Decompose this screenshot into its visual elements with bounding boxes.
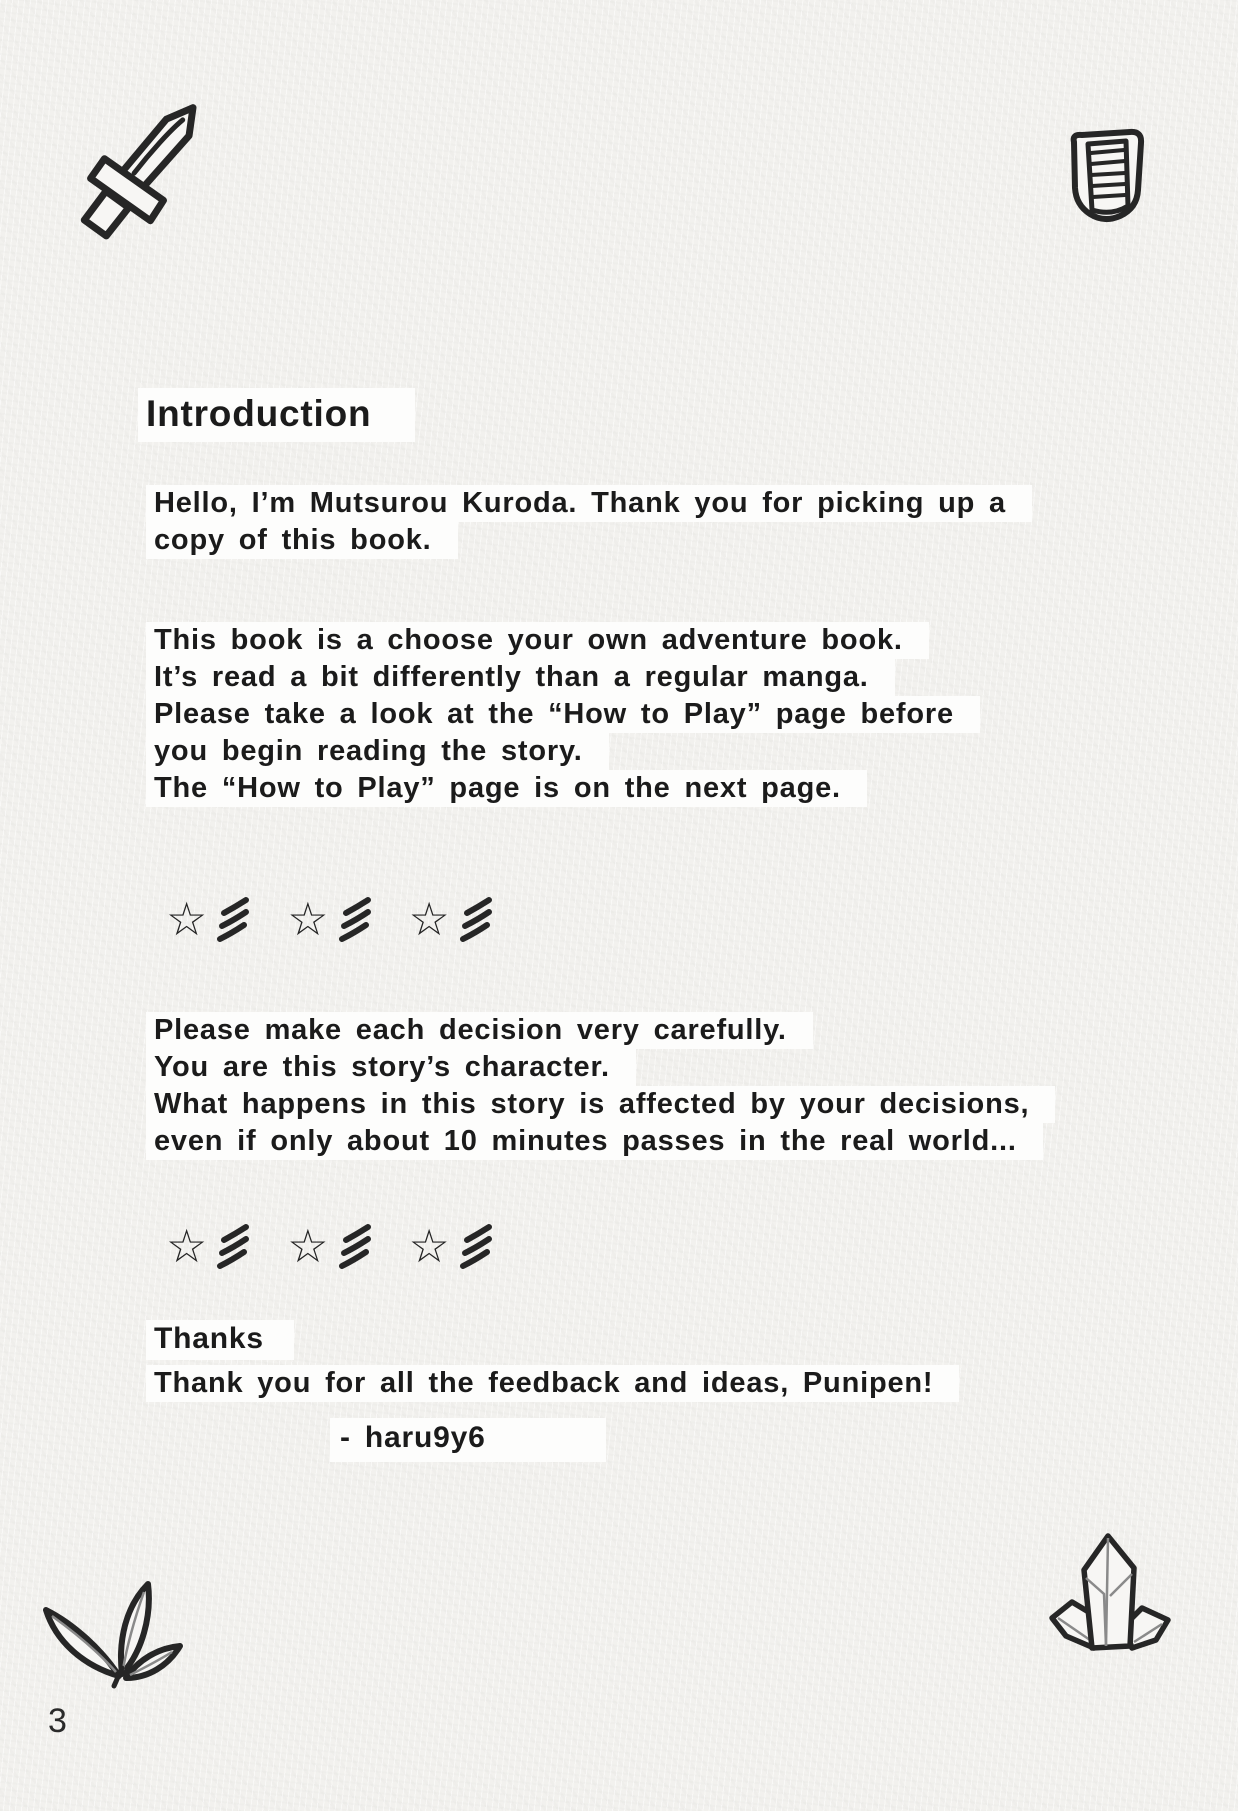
sparkle-dashes-icon — [215, 1222, 251, 1270]
page-title: Introduction — [138, 388, 415, 442]
shooting-star-icon — [408, 1219, 494, 1273]
star-icon: ☆ — [166, 892, 208, 946]
paragraph-line: The “How to Play” page is on the next page. — [146, 770, 867, 807]
shooting-star-icon — [166, 892, 251, 946]
shooting-star-icon — [166, 1219, 251, 1273]
intro-paragraph-1 — [146, 485, 1032, 559]
paragraph-line: It’s read a bit differently than a regular manga. — [146, 659, 895, 696]
star-divider — [166, 892, 494, 946]
author-signature: - haru9y6 — [330, 1418, 606, 1462]
paragraph-line: Please make each decision very carefully. — [146, 1012, 813, 1049]
shooting-star-icon — [287, 1219, 372, 1273]
intro-paragraph-3 — [146, 1012, 1055, 1160]
star-icon: ☆ — [408, 1219, 450, 1273]
thanks-line: Thank you for all the feedback and ideas, Punipen! — [146, 1365, 959, 1402]
sparkle-dashes-icon — [215, 895, 251, 943]
intro-paragraph-2 — [146, 622, 980, 807]
sparkle-dashes-icon — [458, 1222, 494, 1270]
sparkle-dashes-icon — [458, 895, 494, 943]
shooting-star-icon — [408, 892, 494, 946]
sparkle-dashes-icon — [337, 895, 373, 943]
crystal-icon — [1038, 1528, 1183, 1678]
thanks-heading: Thanks — [146, 1320, 294, 1360]
paragraph-line: copy of this book. — [146, 522, 458, 559]
paragraph-line: Hello, I’m Mutsurou Kuroda. Thank you for picking up a — [146, 485, 1032, 522]
paragraph-line: you begin reading the story. — [146, 733, 609, 770]
paragraph-line: even if only about 10 minutes passes in the real world... — [146, 1123, 1043, 1160]
leaves-icon — [22, 1568, 187, 1693]
star-icon: ☆ — [287, 1219, 329, 1273]
shield-page-icon — [1060, 128, 1150, 226]
paragraph-line: What happens in this story is affected by your decisions, — [146, 1086, 1055, 1123]
paragraph-line: This book is a choose your own adventure book. — [146, 622, 929, 659]
paragraph-line: You are this story’s character. — [146, 1049, 636, 1086]
star-icon: ☆ — [287, 892, 329, 946]
shooting-star-icon — [287, 892, 372, 946]
paragraph-line: Please take a look at the “How to Play” page before — [146, 696, 980, 733]
star-icon: ☆ — [408, 892, 450, 946]
sparkle-dashes-icon — [337, 1222, 373, 1270]
star-icon: ☆ — [166, 1219, 208, 1273]
star-divider — [166, 1219, 494, 1273]
sword-icon — [42, 80, 237, 265]
page-number: 3 — [48, 1702, 67, 1740]
